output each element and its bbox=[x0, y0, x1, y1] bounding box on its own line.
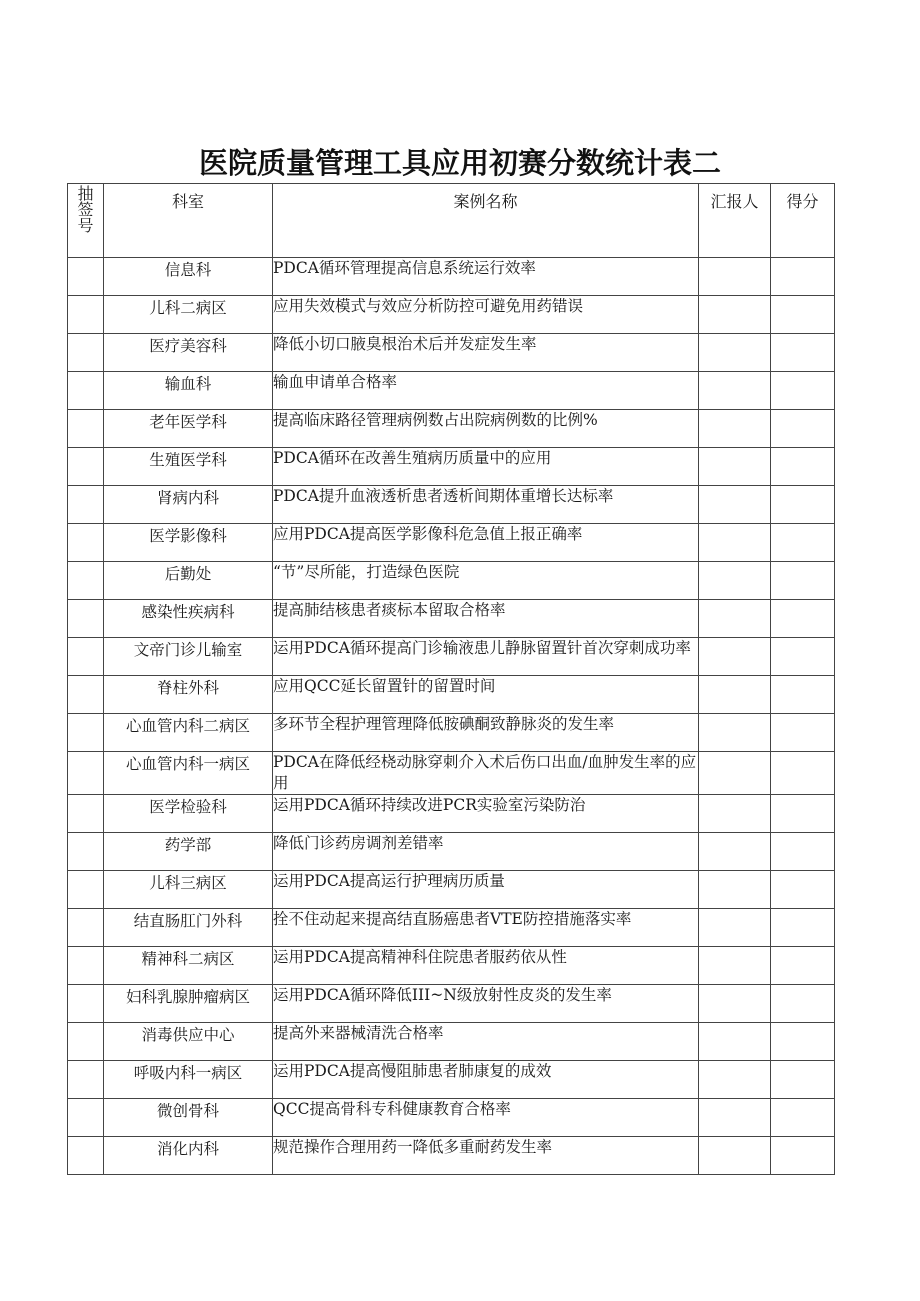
header-draw-number: 抽签号 bbox=[77, 184, 94, 235]
table-row bbox=[68, 947, 835, 985]
case-name-cell: 多环节全程护理管理降低胺碘酮致静脉炎的发生率 bbox=[273, 714, 699, 752]
draw-number-cell bbox=[68, 258, 104, 296]
draw-number-cell bbox=[68, 1099, 104, 1137]
department-cell: 心血管内科一病区 bbox=[104, 752, 273, 795]
table-row bbox=[68, 600, 835, 638]
department-cell: 结直肠肛门外科 bbox=[104, 909, 273, 947]
score-cell bbox=[771, 448, 835, 486]
table-row bbox=[68, 486, 835, 524]
case-name-cell: 提高肺结核患者痰标本留取合格率 bbox=[273, 600, 699, 638]
case-name-cell: QCC提高骨科专科健康教育合格率 bbox=[273, 1099, 699, 1137]
table-row bbox=[68, 334, 835, 372]
page-title: 医院质量管理工具应用初赛分数统计表二 bbox=[198, 146, 721, 181]
department-cell: 微创骨科 bbox=[104, 1099, 273, 1137]
reporter-cell bbox=[699, 1099, 771, 1137]
score-cell bbox=[771, 486, 835, 524]
draw-number-cell bbox=[68, 410, 104, 448]
case-name-cell: PDCA循环管理提高信息系统运行效率 bbox=[273, 258, 699, 296]
draw-number-cell bbox=[68, 947, 104, 985]
score-cell bbox=[771, 1137, 835, 1175]
draw-number-cell bbox=[68, 985, 104, 1023]
department-cell: 医学影像科 bbox=[104, 524, 273, 562]
score-cell bbox=[771, 410, 835, 448]
case-name-cell: 降低小切口腋臭根治术后并发症发生率 bbox=[273, 334, 699, 372]
reporter-cell bbox=[699, 795, 771, 833]
case-name-cell: PDCA提升血液透析患者透析间期体重增长达标率 bbox=[273, 486, 699, 524]
score-cell bbox=[771, 334, 835, 372]
reporter-cell bbox=[699, 714, 771, 752]
case-name-cell: 提高外来器械清洗合格率 bbox=[273, 1023, 699, 1061]
department-cell: 老年医学科 bbox=[104, 410, 273, 448]
header-score-cell bbox=[771, 184, 835, 258]
table-body bbox=[68, 258, 835, 1175]
score-cell bbox=[771, 752, 835, 795]
draw-number-cell bbox=[68, 909, 104, 947]
case-name-cell: 运用PDCA循环降低III~N级放射性皮炎的发生率 bbox=[273, 985, 699, 1023]
case-name-cell: 输血申请单合格率 bbox=[273, 372, 699, 410]
department-cell: 消毒供应中心 bbox=[104, 1023, 273, 1061]
reporter-cell bbox=[699, 600, 771, 638]
table-row bbox=[68, 909, 835, 947]
draw-number-cell bbox=[68, 638, 104, 676]
score-cell bbox=[771, 600, 835, 638]
draw-number-cell bbox=[68, 676, 104, 714]
case-name-cell: 运用PDCA循环提高门诊输液患儿静脉留置针首次穿刺成功率 bbox=[273, 638, 699, 676]
department-cell: 医学检验科 bbox=[104, 795, 273, 833]
reporter-cell bbox=[699, 752, 771, 795]
department-cell: 妇科乳腺肿瘤病区 bbox=[104, 985, 273, 1023]
case-name-cell: 应用失效模式与效应分析防控可避免用药错误 bbox=[273, 296, 699, 334]
score-cell bbox=[771, 676, 835, 714]
draw-number-cell bbox=[68, 1061, 104, 1099]
draw-number-cell bbox=[68, 1137, 104, 1175]
case-name-cell: PDCA在降低经桡动脉穿刺介入术后伤口出血/血肿发生率的应用 bbox=[273, 752, 699, 795]
table-row bbox=[68, 752, 835, 795]
table-row bbox=[68, 1061, 835, 1099]
reporter-cell bbox=[699, 296, 771, 334]
department-cell: 感染性疾病科 bbox=[104, 600, 273, 638]
reporter-cell bbox=[699, 638, 771, 676]
score-cell bbox=[771, 638, 835, 676]
reporter-cell bbox=[699, 947, 771, 985]
table-row bbox=[68, 1023, 835, 1061]
table-header-row bbox=[68, 184, 835, 258]
score-cell bbox=[771, 1061, 835, 1099]
table-row bbox=[68, 372, 835, 410]
case-name-cell: 提高临床路径管理病例数占出院病例数的比例% bbox=[273, 410, 699, 448]
table-row bbox=[68, 985, 835, 1023]
score-cell bbox=[771, 833, 835, 871]
score-cell bbox=[771, 714, 835, 752]
department-cell: 信息科 bbox=[104, 258, 273, 296]
case-name-cell: 运用PDCA提高运行护理病历质量 bbox=[273, 871, 699, 909]
reporter-cell bbox=[699, 1137, 771, 1175]
table-row bbox=[68, 296, 835, 334]
draw-number-cell bbox=[68, 524, 104, 562]
reporter-cell bbox=[699, 871, 771, 909]
department-cell: 药学部 bbox=[104, 833, 273, 871]
draw-number-cell bbox=[68, 562, 104, 600]
department-cell: 儿科二病区 bbox=[104, 296, 273, 334]
department-cell: 消化内科 bbox=[104, 1137, 273, 1175]
header-department: 科室 bbox=[171, 192, 204, 211]
draw-number-cell bbox=[68, 600, 104, 638]
reporter-cell bbox=[699, 448, 771, 486]
header-case-cell bbox=[273, 184, 699, 258]
table-row bbox=[68, 410, 835, 448]
department-cell: 生殖医学科 bbox=[104, 448, 273, 486]
reporter-cell bbox=[699, 909, 771, 947]
table-row bbox=[68, 562, 835, 600]
case-name-cell: 拴不住动起来提高结直肠癌患者VTE防控措施落实率 bbox=[273, 909, 699, 947]
header-score: 得分 bbox=[786, 192, 819, 211]
draw-number-cell bbox=[68, 372, 104, 410]
reporter-cell bbox=[699, 1023, 771, 1061]
table-row bbox=[68, 833, 835, 871]
table-row bbox=[68, 638, 835, 676]
case-name-cell: 规范操作合理用药一降低多重耐药发生率 bbox=[273, 1137, 699, 1175]
reporter-cell bbox=[699, 334, 771, 372]
header-number-cell bbox=[68, 184, 104, 258]
reporter-cell bbox=[699, 1061, 771, 1099]
case-name-cell: PDCA循环在改善生殖病历质量中的应用 bbox=[273, 448, 699, 486]
department-cell: 脊柱外科 bbox=[104, 676, 273, 714]
case-name-cell: 运用PDCA提高慢阻肺患者肺康复的成效 bbox=[273, 1061, 699, 1099]
department-cell: 输血科 bbox=[104, 372, 273, 410]
score-cell bbox=[771, 562, 835, 600]
draw-number-cell bbox=[68, 1023, 104, 1061]
department-cell: 后勤处 bbox=[104, 562, 273, 600]
score-cell bbox=[771, 985, 835, 1023]
reporter-cell bbox=[699, 372, 771, 410]
department-cell: 医疗美容科 bbox=[104, 334, 273, 372]
table-row bbox=[68, 1137, 835, 1175]
department-cell: 精神科二病区 bbox=[104, 947, 273, 985]
score-cell bbox=[771, 871, 835, 909]
reporter-cell bbox=[699, 833, 771, 871]
score-cell bbox=[771, 296, 835, 334]
table-row bbox=[68, 258, 835, 296]
department-cell: 呼吸内科一病区 bbox=[104, 1061, 273, 1099]
case-name-cell: 运用PDCA循环持续改进PCR实验室污染防治 bbox=[273, 795, 699, 833]
draw-number-cell bbox=[68, 871, 104, 909]
score-table bbox=[67, 183, 835, 1175]
table-row bbox=[68, 448, 835, 486]
score-cell bbox=[771, 1099, 835, 1137]
reporter-cell bbox=[699, 676, 771, 714]
draw-number-cell bbox=[68, 795, 104, 833]
score-cell bbox=[771, 524, 835, 562]
case-name-cell: 应用QCC延长留置针的留置时间 bbox=[273, 676, 699, 714]
draw-number-cell bbox=[68, 334, 104, 372]
reporter-cell bbox=[699, 486, 771, 524]
reporter-cell bbox=[699, 410, 771, 448]
reporter-cell bbox=[699, 985, 771, 1023]
department-cell: 肾病内科 bbox=[104, 486, 273, 524]
draw-number-cell bbox=[68, 833, 104, 871]
reporter-cell bbox=[699, 524, 771, 562]
table-row bbox=[68, 871, 835, 909]
case-name-cell: 降低门诊药房调剂差错率 bbox=[273, 833, 699, 871]
department-cell: 心血管内科二病区 bbox=[104, 714, 273, 752]
table-row bbox=[68, 676, 835, 714]
draw-number-cell bbox=[68, 752, 104, 795]
score-cell bbox=[771, 258, 835, 296]
score-cell bbox=[771, 947, 835, 985]
draw-number-cell bbox=[68, 486, 104, 524]
score-cell bbox=[771, 1023, 835, 1061]
score-cell bbox=[771, 795, 835, 833]
department-cell: 儿科三病区 bbox=[104, 871, 273, 909]
draw-number-cell bbox=[68, 448, 104, 486]
draw-number-cell bbox=[68, 296, 104, 334]
header-case-name: 案例名称 bbox=[453, 192, 518, 211]
case-name-cell: 运用PDCA提高精神科住院患者服药依从性 bbox=[273, 947, 699, 985]
header-reporter: 汇报人 bbox=[710, 192, 759, 211]
reporter-cell bbox=[699, 258, 771, 296]
case-name-cell: “节”尽所能，打造绿色医院 bbox=[273, 562, 699, 600]
table-row bbox=[68, 714, 835, 752]
table-row bbox=[68, 795, 835, 833]
header-department-cell bbox=[104, 184, 273, 258]
department-cell: 文帝门诊儿输室 bbox=[104, 638, 273, 676]
reporter-cell bbox=[699, 562, 771, 600]
table-row bbox=[68, 524, 835, 562]
case-name-cell: 应用PDCA提高医学影像科危急值上报正确率 bbox=[273, 524, 699, 562]
draw-number-cell bbox=[68, 714, 104, 752]
score-cell bbox=[771, 372, 835, 410]
header-reporter-cell bbox=[699, 184, 771, 258]
score-cell bbox=[771, 909, 835, 947]
table-row bbox=[68, 1099, 835, 1137]
